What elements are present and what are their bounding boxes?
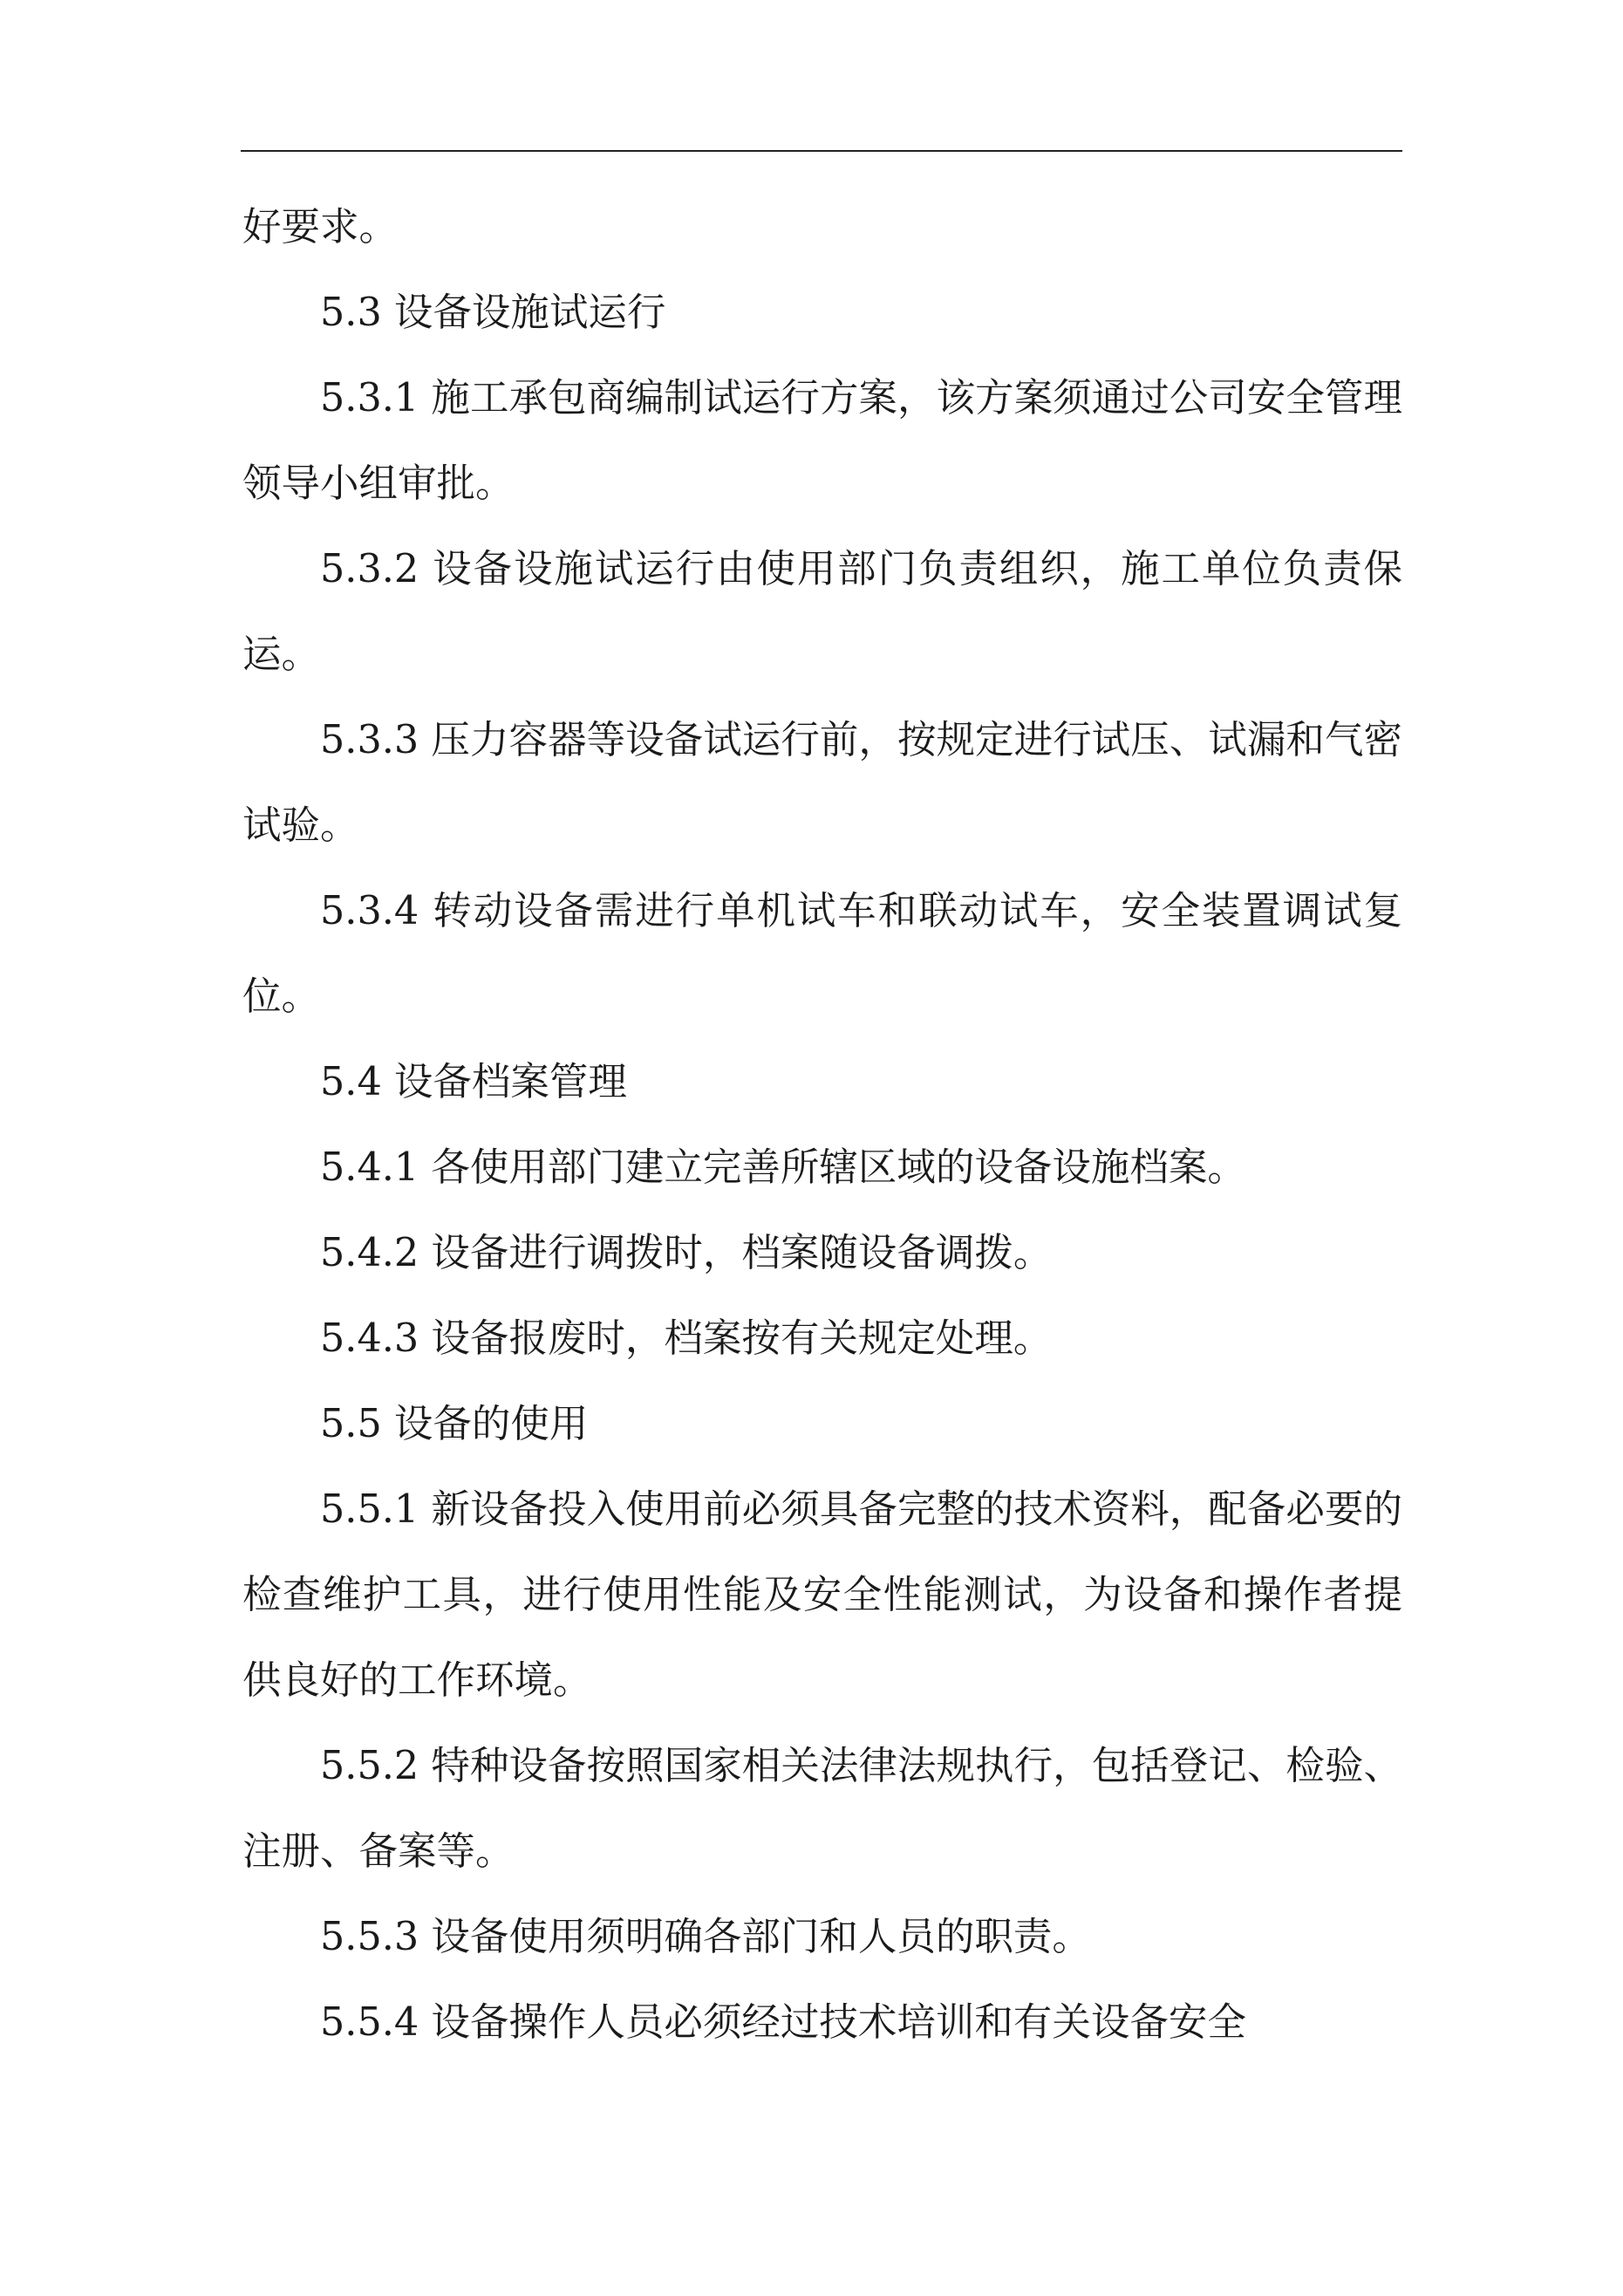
paragraph: 5.5.3 设备使用须明确各部门和人员的职责。 <box>320 1915 1091 1959</box>
paragraph: 5.3.2 设备设施试运行由使用部门负责组织，施工单位负责保运。 <box>242 547 1402 677</box>
section-heading: 5.3 设备设施试运行 <box>320 290 666 335</box>
paragraph: 5.5.4 设备操作人员必须经过技术培训和有关设备安全 <box>320 2000 1246 2045</box>
header-rule <box>241 150 1402 152</box>
paragraph: 5.5.2 特种设备按照国家相关法律法规执行，包括登记、检验、注册、备案等。 <box>242 1744 1402 1874</box>
paragraph: 5.4.1 各使用部门建立完善所辖区域的设备设施档案。 <box>320 1145 1246 1190</box>
section-heading: 5.4 设备档案管理 <box>320 1060 627 1104</box>
paragraph: 5.4.3 设备报废时，档案按有关规定处理。 <box>320 1316 1053 1361</box>
section-heading: 5.5 设备的使用 <box>320 1402 589 1446</box>
document-body <box>242 185 1402 2066</box>
paragraph: 5.5.1 新设备投入使用前必须具备完整的技术资料，配备必要的检查维护工具，进行使用性能及安全性能测试，为设备和操作者提供良好的工作环境。 <box>242 1487 1402 1703</box>
paragraph: 5.3.1 施工承包商编制试运行方案，该方案须通过公司安全管理领导小组审批。 <box>242 376 1402 506</box>
paragraph: 好要求。 <box>242 205 399 249</box>
paragraph: 5.3.3 压力容器等设备试运行前，按规定进行试压、试漏和气密试验。 <box>242 718 1402 848</box>
paragraph: 5.4.2 设备进行调拨时，档案随设备调拨。 <box>320 1231 1053 1275</box>
paragraph: 5.3.4 转动设备需进行单机试车和联动试车，安全装置调试复位。 <box>242 889 1402 1019</box>
